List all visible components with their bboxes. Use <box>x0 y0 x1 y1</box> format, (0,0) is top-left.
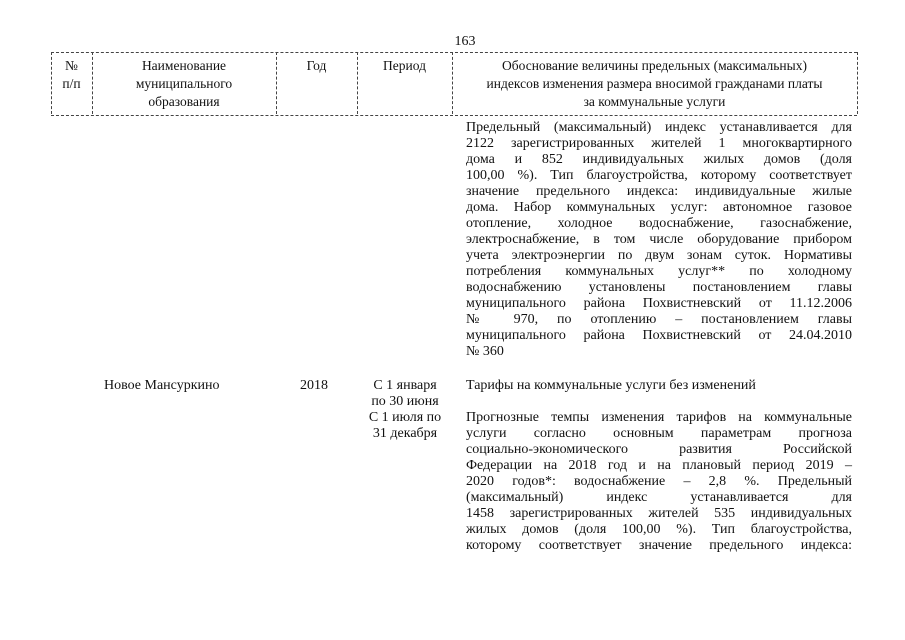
text-line: 2122 зарегистрированных жителей 1 многоквартирного <box>466 136 852 151</box>
text-line: Федерации на 2018 год и на плановый период 2019 – <box>466 458 852 473</box>
text-line: 2020 годов*: водоснабжение – 2,8 %. Предельный <box>466 474 852 489</box>
text-line: муниципального района Похвистневский от 24.04.2010 <box>466 328 852 343</box>
period-first-half <box>362 378 448 410</box>
basis-no-change: Тарифы на коммунальные услуги без изменений <box>466 378 756 393</box>
text-line: водоснабжению установлены постановлением главы <box>466 280 852 295</box>
text-line: жилых домов (доля 100,00 %). Тип благоустройства, <box>466 522 852 537</box>
text-line: услуги согласно основным параметрам прогноза <box>466 426 852 441</box>
text-line: № 970, по отоплению – постановлением главы <box>466 312 852 327</box>
header-text: Год <box>306 58 327 73</box>
text-line: Прогнозные темпы изменения тарифов на коммунальные <box>466 410 852 425</box>
text-line: (максимальный) индекс устанавливается для <box>466 490 852 505</box>
header-col-period <box>357 57 452 75</box>
text-line: потребления коммунальных услуг** по холодному <box>466 264 852 279</box>
text-line: которому соответствует значение предельного индекса: <box>466 538 852 553</box>
text-line: дома. Набор коммунальных услуг: автономное газовое <box>466 200 852 215</box>
text-line: № 360 <box>466 344 504 359</box>
year-value: 2018 <box>300 378 328 393</box>
text-line: электроснабжение, в том числе оборудование прибором <box>466 232 852 247</box>
text-line: учета электроэнергии по двум зонам суток. Нормативы <box>466 248 852 263</box>
period-second-half <box>362 410 448 442</box>
header-text: за коммунальные услуги <box>583 94 726 109</box>
header-text: Период <box>383 58 426 73</box>
period-text: С 1 января <box>373 378 437 393</box>
header-text: индексов изменения размера вносимой гражданами платы <box>486 76 823 91</box>
header-col-year <box>276 57 357 75</box>
text-line: социально-экономического развития Российской <box>466 442 852 457</box>
header-text: Наименование <box>141 58 227 73</box>
page-number: 163 <box>454 34 476 49</box>
header-col-number <box>51 57 92 93</box>
header-text: п/п <box>62 76 81 91</box>
basis-forecast <box>466 410 852 554</box>
text-line: 100,00 %). Тип благоустройства, которому соответствует <box>466 168 852 183</box>
text-line: дома и 852 индивидуальных жилых домов (доля <box>466 152 852 167</box>
basis-continuation <box>466 120 852 360</box>
municipality-name: Новое Мансуркино <box>104 378 220 393</box>
header-divider <box>857 52 858 114</box>
text-line: 1458 зарегистрированных жителей 535 индивидуальных <box>466 506 852 521</box>
header-col-municipality <box>92 57 276 111</box>
header-text: образования <box>148 94 220 109</box>
header-col-basis <box>452 57 857 111</box>
header-text: муниципального <box>135 76 233 91</box>
text-line: Предельный (максимальный) индекс устанавливается для <box>466 120 852 135</box>
header-text: № <box>65 58 78 73</box>
text-line: отопление, холодное водоснабжение, газоснабжение, <box>466 216 852 231</box>
period-text: 31 декабря <box>372 426 438 441</box>
text-line: муниципального района Похвистневский от 11.12.2006 <box>466 296 852 311</box>
header-text: Обоснование величины предельных (максимальных) <box>502 58 807 73</box>
period-text: по 30 июня <box>371 394 439 409</box>
text-line: значение предельного индекса: индивидуальные жилые <box>466 184 852 199</box>
period-text: С 1 июля по <box>368 410 442 425</box>
